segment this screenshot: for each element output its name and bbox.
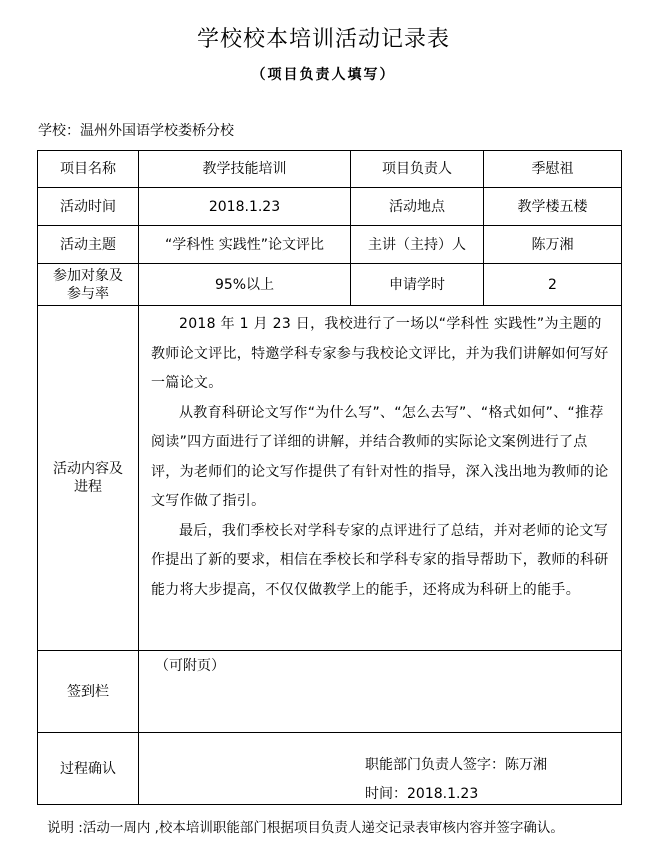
participants-value: 95%以上	[139, 264, 351, 306]
speaker-label: 主讲（主持）人	[351, 226, 484, 264]
credit-value: 2	[484, 264, 622, 306]
row-content	[38, 306, 622, 651]
theme-value: “学科性 实践性”论文评比	[139, 226, 351, 264]
content-body	[139, 306, 622, 651]
confirm-label: 过程确认	[38, 733, 139, 805]
credit-label: 申请学时	[351, 264, 484, 306]
participants-label: 参加对象及参与率	[38, 264, 139, 306]
sign-label: 签到栏	[38, 651, 139, 733]
time-label: 活动时间	[38, 188, 139, 226]
school-name: 学校：温州外国语学校娄桥分校	[38, 123, 234, 139]
place-label: 活动地点	[351, 188, 484, 226]
row-time	[38, 188, 622, 226]
speaker-value: 陈万湘	[484, 226, 622, 264]
record-table	[37, 150, 622, 805]
confirm-box	[365, 751, 547, 809]
confirm-area	[139, 733, 622, 805]
leader-label: 项目负责人	[351, 151, 484, 188]
footer-note: 说明 :活动一周内 ,校本培训职能部门根据项目负责人递交记录表审核内容并签字确认。	[47, 820, 564, 836]
row-sign	[38, 651, 622, 733]
confirm-signer: 职能部门负责人签字：陈万湘	[365, 757, 547, 773]
place-value: 教学楼五楼	[484, 188, 622, 226]
time-value: 2018.1.23	[139, 188, 351, 226]
content-paragraph-2: 从教育科研论文写作“为什么写”、“怎么去写”、“格式如何”、“推荐阅读”四方面进行了详细的讲解，并结合教师的实际论文案例进行了点评，为老师们的论文写作提供了有针对性的指导，深入浅出地为教师的论文写作做了指引。	[151, 404, 609, 509]
content-label: 活动内容及进程	[38, 306, 139, 651]
theme-label: 活动主题	[38, 226, 139, 264]
leader-value: 季慰祖	[484, 151, 622, 188]
row-theme	[38, 226, 622, 264]
row-project	[38, 151, 622, 188]
page-subtitle: （项目负责人填写）	[251, 67, 396, 83]
project-name-label: 项目名称	[38, 151, 139, 188]
confirm-date: 时间：2018.1.23	[365, 786, 479, 802]
row-participants	[38, 264, 622, 306]
page-title: 学校校本培训活动记录表	[196, 27, 450, 52]
project-name-value: 教学技能培训	[139, 151, 351, 188]
row-confirm	[38, 733, 622, 805]
sign-note: （可附页）	[155, 658, 225, 674]
content-paragraph-1: 2018 年 1 月 23 日，我校进行了一场以“学科性 实践性”为主题的教师论文评比，特邀学科专家参与我校论文评比，并为我们讲解如何写好一篇论文。	[151, 316, 609, 391]
sign-area	[139, 651, 622, 733]
content-paragraph-3: 最后，我们季校长对学科专家的点评进行了总结，并对老师的论文写作提出了新的要求，相信在季校长和学科专家的指导帮助下，教师的科研能力将大步提高，不仅仅做教学上的能手，还将成为科研上的能手。	[151, 522, 609, 598]
